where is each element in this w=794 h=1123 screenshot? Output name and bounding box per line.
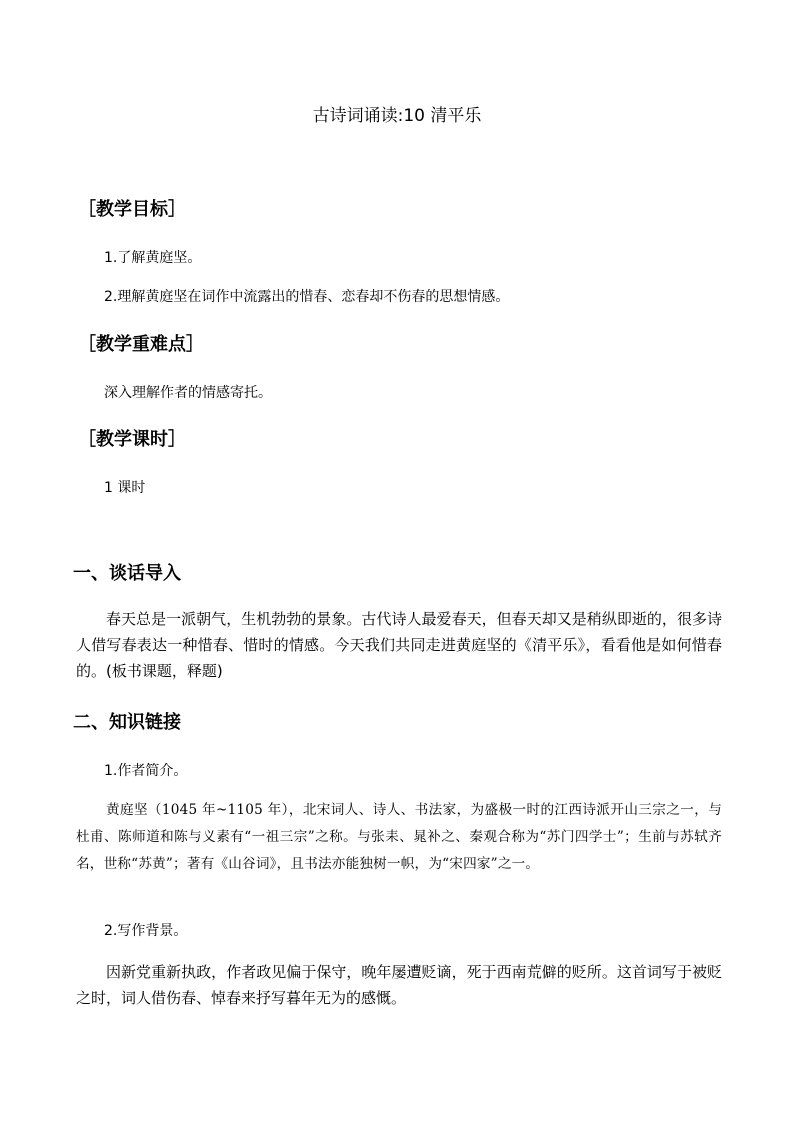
objectives-heading: ［教学目标］ (78, 199, 186, 220)
author-paragraph: 黄庭坚（1045 年~1105 年），北宋词人、诗人、书法家，为盛极一时的江西诗派开山三宗之一，与杜甫、陈师道和陈与义素有“一祖三宗”之称。与张耒、晁补之、秦观合称为“苏门四学士”；生前与苏轼齐名，世称“苏黄”；著有《山谷词》，且书法亦能独树一帜，为“宋四家”之一。 (76, 802, 722, 872)
background-subheading: 2.写作背景。 (104, 923, 188, 939)
section-1-paragraph: 春天总是一派朝气，生机勃勃的景象。古代诗人最爱春天，但春天却又是稍纵即逝的，很多诗人借写春表达一种惜春、惜时的情感。今天我们共同走进黄庭坚的《清平乐》，看看他是如何惜春的。(板书课题，释题) (76, 610, 722, 680)
section-2-heading: 二、知识链接 (73, 712, 181, 733)
key-points-heading: ［教学重难点］ (78, 334, 204, 355)
objective-item-1: 1.了解黄庭坚。 (104, 250, 202, 266)
background-paragraph: 因新党重新执政，作者政见偏于保守，晚年屡遭贬谪，死于西南荒僻的贬所。这首词写于被贬之时，词人借伤春、悼春来抒写暮年无为的感慨。 (76, 963, 722, 1007)
page-title: 古诗词诵读:10 清平乐 (312, 106, 482, 126)
periods-text: 1 课时 (104, 480, 146, 496)
objective-item-2: 2.理解黄庭坚在词作中流露出的惜春、恋春却不伤春的思想情感。 (104, 289, 510, 305)
periods-heading: ［教学课时］ (78, 429, 186, 450)
author-subheading: 1.作者简介。 (104, 763, 188, 779)
key-points-text: 深入理解作者的情感寄托。 (104, 385, 272, 401)
section-1-heading: 一、谈话导入 (73, 563, 181, 584)
